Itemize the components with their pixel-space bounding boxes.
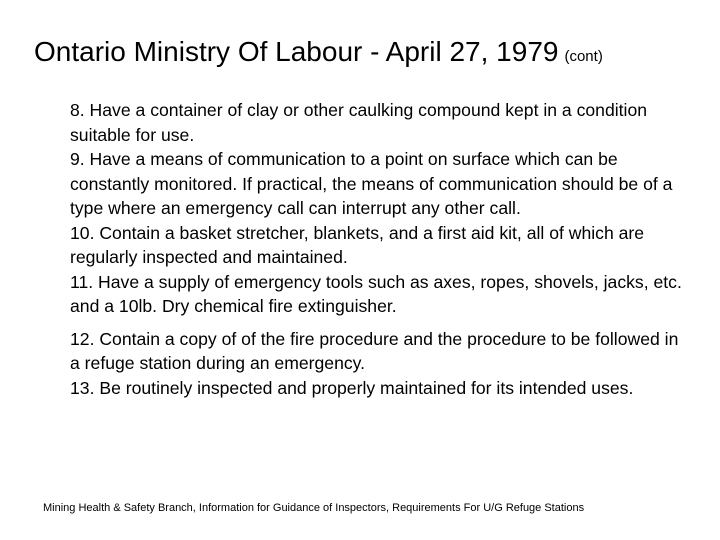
- list-item: 12. Contain a copy of of the fire procedure and the procedure to be followed in a refuge station during an emergency.: [70, 328, 679, 373]
- footer-citation: Mining Health & Safety Branch, Information for Guidance of Inspectors, Requirements For U/G Refuge Stations: [43, 502, 585, 514]
- list-item: 11. Have a supply of emergency tools such as axes, ropes, shovels, jacks, etc. and a 10lb. Dry chemical fire extinguisher.: [70, 271, 682, 316]
- requirements-list: [70, 98, 682, 400]
- title-suffix: (cont): [564, 48, 603, 65]
- title-text: Ontario Ministry Of Labour - April 27, 1979: [34, 36, 559, 67]
- list-item: 10. Contain a basket stretcher, blankets, and a first aid kit, all of which are regularly inspected and maintained.: [70, 222, 645, 267]
- list-item: 8. Have a container of clay or other caulking compound kept in a condition suitable for use.: [70, 100, 648, 145]
- list-item: 13. Be routinely inspected and properly maintained for its intended uses.: [70, 377, 634, 398]
- list-item: 9. Have a means of communication to a point on surface which can be constantly monitored. If practical, the means of communication should be of a type where an emergency call can interrupt any other call.: [70, 149, 673, 218]
- slide-title: [34, 32, 714, 77]
